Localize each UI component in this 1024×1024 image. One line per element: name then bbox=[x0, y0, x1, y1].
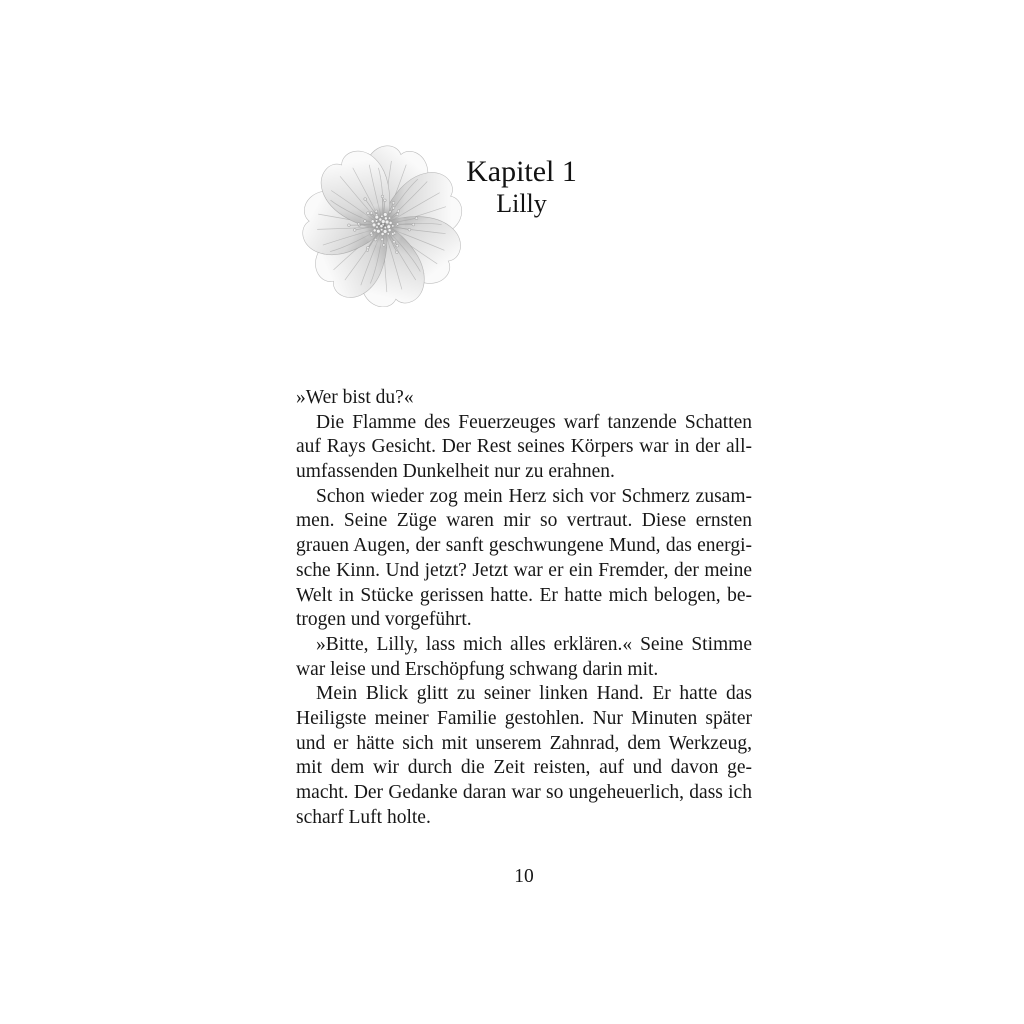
chapter-title: Kapitel 1 bbox=[466, 155, 577, 188]
text-line: grauen Augen, der sanft geschwungene Mund, das energi- bbox=[296, 535, 752, 557]
text-line: Welt in Stücke gerissen hatte. Er hatte mich belogen, be- bbox=[296, 584, 752, 606]
page-number: 10 bbox=[514, 866, 534, 887]
text-line: Mein Blick glitt zu seiner linken Hand. Er hatte das bbox=[316, 683, 752, 705]
text-line: »Wer bist du?« bbox=[296, 387, 414, 408]
paragraph bbox=[296, 485, 752, 633]
chapter-subtitle: Lilly bbox=[496, 189, 547, 218]
text-line: »Bitte, Lilly, lass mich alles erklären.« Seine Stimme bbox=[316, 633, 752, 655]
paragraph bbox=[296, 386, 752, 411]
text-line: und er hätte sich mit unserem Zahnrad, dem Werkzeug, bbox=[296, 732, 752, 754]
text-line: Schon wieder zog mein Herz sich vor Schmerz zusam- bbox=[316, 485, 752, 507]
paragraph bbox=[296, 682, 752, 830]
text-line: war leise und Erschöpfung schwang darin mit. bbox=[296, 658, 659, 680]
text-line: Die Flamme des Feuerzeuges warf tanzende Schatten bbox=[316, 411, 752, 433]
text-line: men. Seine Züge waren mir so vertraut. Diese ernsten bbox=[296, 510, 752, 532]
paragraph bbox=[296, 633, 752, 682]
chapter-title-block bbox=[404, 155, 639, 219]
text-line: umfassenden Dunkelheit nur zu erahnen. bbox=[296, 461, 615, 483]
text-line: trogen und vorgeführt. bbox=[296, 609, 472, 631]
text-line: macht. Der Gedanke daran war so ungeheuerlich, dass ich bbox=[296, 782, 752, 803]
text-line: auf Rays Gesicht. Der Rest seines Körpers war in der all- bbox=[296, 436, 752, 458]
body-text bbox=[296, 386, 752, 830]
text-line: mit dem wir durch die Zeit reisten, auf und davon ge- bbox=[296, 757, 752, 779]
paragraph bbox=[296, 411, 752, 485]
text-line: scharf Luft holte. bbox=[296, 806, 431, 828]
text-line: sche Kinn. Und jetzt? Jetzt war er ein Fremder, der meine bbox=[296, 559, 752, 581]
text-line: Heiligste meiner Familie gestohlen. Nur Minuten später bbox=[296, 707, 752, 729]
